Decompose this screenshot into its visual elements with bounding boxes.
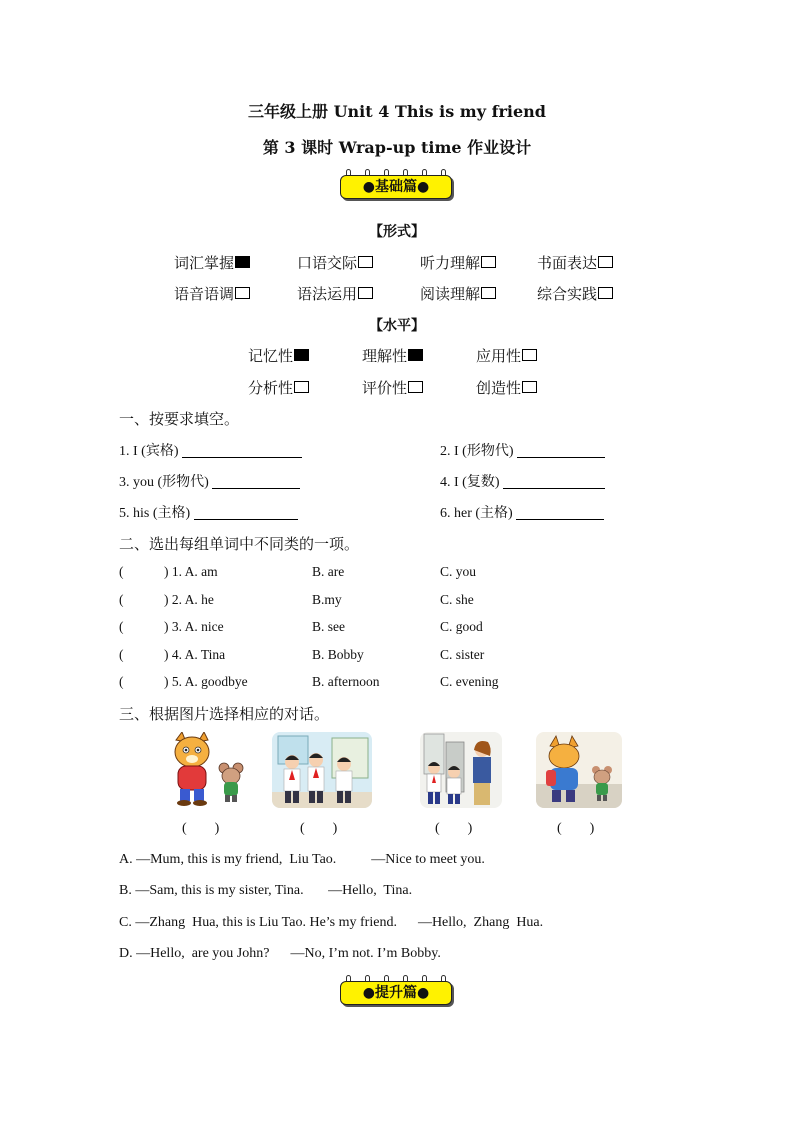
level-heading: 【水平】 (369, 318, 425, 334)
dialog-option-c: C. —Zhang Hua, this is Liu Tao. He’s my friend. —Hello, Zhang Hua. (119, 915, 544, 930)
mc-option-b: B. Bobby (312, 647, 364, 662)
checkbox-icon (522, 381, 537, 393)
dialog-option-b: B. —Sam, this is my sister, Tina. —Hello, Tina. (119, 883, 413, 898)
banner-advanced-label: ●提升篇● (340, 981, 452, 1005)
checkbox-icon (598, 256, 613, 268)
checkbox-icon (598, 287, 613, 299)
mc-option-b: B. see (312, 619, 345, 634)
checkbox-icon (235, 256, 250, 268)
mc-option-b: B. are (312, 564, 345, 579)
mc-option-c: C. evening (440, 674, 499, 689)
fill-question: 4. I (复数) (440, 471, 605, 491)
checkbox-icon (358, 287, 373, 299)
picture-answer-blank[interactable]: ( ) (557, 821, 595, 836)
picture-cat-and-mouse (162, 732, 248, 808)
checkbox-icon (481, 287, 496, 299)
section-heading-2: 二、选出每组单词中不同类的一项。 (119, 535, 360, 553)
fill-question: 2. I (形物代) (440, 440, 605, 460)
mc-question: ) 4. A. Tina (164, 647, 226, 662)
form-option[interactable]: 语法运用 (297, 283, 373, 304)
fill-question: 5. his (主格) (119, 502, 298, 522)
form-option[interactable]: 词汇掌握 (174, 252, 250, 273)
level-option[interactable]: 理解性 (362, 345, 423, 366)
mc-paren[interactable]: ( (119, 674, 124, 689)
form-option[interactable]: 口语交际 (297, 252, 373, 273)
picture-answer-blank[interactable]: ( ) (182, 821, 220, 836)
fill-question: 3. you (形物代) (119, 471, 300, 491)
mc-option-c: C. good (440, 619, 483, 634)
mc-question: ) 1. A. am (164, 564, 218, 579)
checkbox-icon (294, 349, 309, 361)
checkbox-icon (235, 287, 250, 299)
mc-question: ) 3. A. nice (164, 619, 224, 634)
banner-basic (340, 171, 454, 201)
mc-paren[interactable]: ( (119, 564, 124, 579)
checkbox-icon (358, 256, 373, 268)
mc-option-c: C. sister (440, 647, 485, 662)
mc-paren[interactable]: ( (119, 619, 124, 634)
section-heading-3: 三、根据图片选择相应的对话。 (119, 705, 330, 723)
page-subtitle: 第 3 课时 Wrap-up time 作业设计 (262, 138, 532, 157)
form-option[interactable]: 阅读理解 (420, 283, 496, 304)
mc-option-b: B.my (312, 592, 342, 607)
picture-classroom-boys (272, 732, 372, 808)
level-option[interactable]: 记忆性 (248, 345, 309, 366)
checkbox-icon (408, 349, 423, 361)
form-option[interactable]: 书面表达 (537, 252, 613, 273)
level-option[interactable]: 应用性 (476, 345, 537, 366)
answer-blank[interactable] (212, 474, 300, 489)
mc-option-c: C. you (440, 564, 477, 579)
mc-paren[interactable]: ( (119, 647, 124, 662)
checkbox-icon (481, 256, 496, 268)
answer-blank[interactable] (517, 443, 605, 458)
mc-option-b: B. afternoon (312, 674, 380, 689)
dialog-option-a: A. —Mum, this is my friend, Liu Tao. —Nice to meet you. (119, 852, 485, 867)
form-option[interactable]: 听力理解 (420, 252, 496, 273)
picture-answer-blank[interactable]: ( ) (300, 821, 338, 836)
banner-basic-label: ●基础篇● (340, 175, 452, 199)
form-option[interactable]: 语音语调 (174, 283, 250, 304)
mc-question: ) 2. A. he (164, 592, 214, 607)
fill-question: 6. her (主格) (440, 502, 604, 522)
page-title: 三年级上册 Unit 4 This is my friend (248, 102, 546, 121)
banner-advanced (340, 977, 454, 1007)
level-option[interactable]: 创造性 (476, 377, 537, 398)
level-option[interactable]: 评价性 (362, 377, 423, 398)
answer-blank[interactable] (182, 443, 302, 458)
mc-paren[interactable]: ( (119, 592, 124, 607)
dialog-option-d: D. —Hello, are you John? —No, I’m not. I’m Bobby. (119, 946, 441, 961)
fill-question: 1. I (宾格) (119, 440, 302, 460)
answer-blank[interactable] (194, 505, 298, 520)
picture-mum-and-boys (420, 732, 502, 808)
checkbox-icon (522, 349, 537, 361)
checkbox-icon (408, 381, 423, 393)
answer-blank[interactable] (516, 505, 604, 520)
answer-blank[interactable] (503, 474, 605, 489)
mc-option-c: C. she (440, 592, 474, 607)
section-heading-1: 一、按要求填空。 (119, 410, 240, 428)
form-heading: 【形式】 (369, 224, 425, 240)
checkbox-icon (294, 381, 309, 393)
picture-answer-blank[interactable]: ( ) (435, 821, 473, 836)
level-option[interactable]: 分析性 (248, 377, 309, 398)
picture-cat-mouse-at-school (536, 732, 622, 808)
form-option[interactable]: 综合实践 (537, 283, 613, 304)
mc-question: ) 5. A. goodbye (164, 674, 248, 689)
